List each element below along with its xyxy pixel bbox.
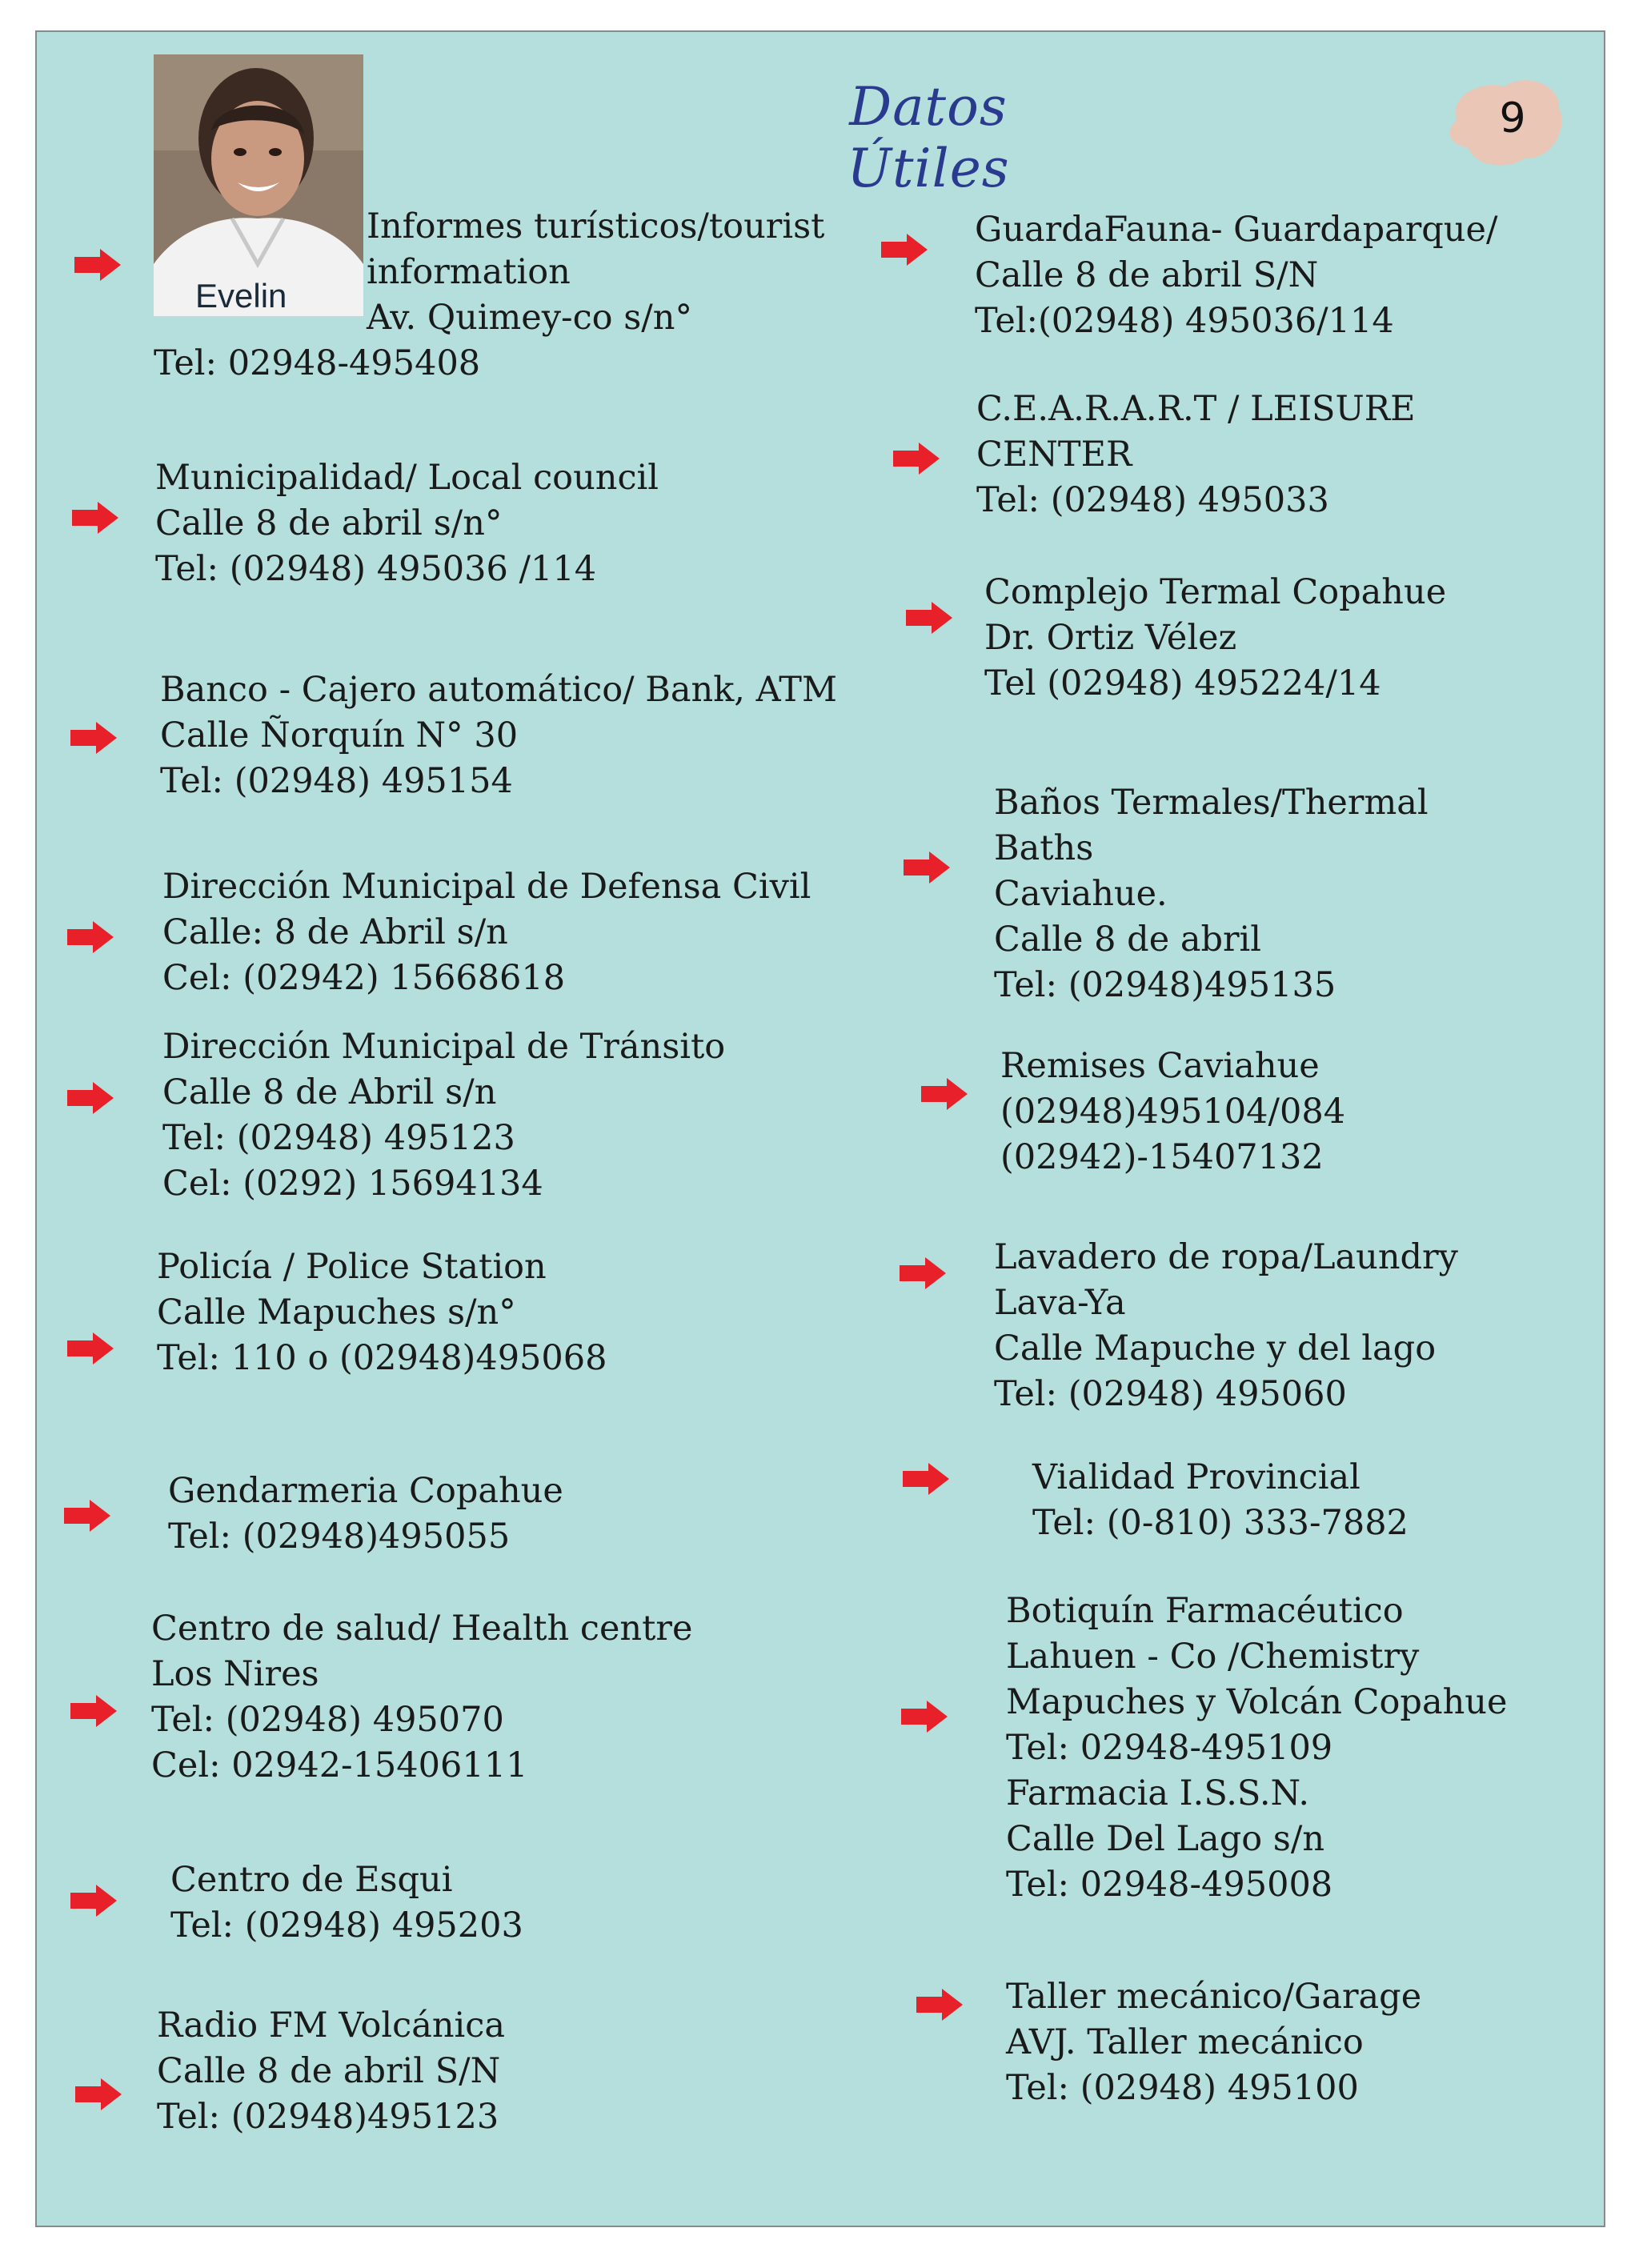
- arrow-right-icon: [893, 443, 940, 475]
- entry-line: Radio FM Volcánica: [157, 2006, 505, 2046]
- entry-line: Los Nires: [151, 1654, 319, 1694]
- entry-line: CENTER: [976, 435, 1132, 475]
- entry-line: Tel: (02948)495135: [994, 965, 1336, 1005]
- entry-line: Calle Mapuches s/n°: [157, 1292, 516, 1332]
- contact-tourist-info: [367, 204, 824, 341]
- entry-line: Cel: 02942-15406111: [151, 1745, 528, 1785]
- arrow-right-icon: [881, 234, 928, 266]
- entry-line: Dr. Ortiz Vélez: [984, 618, 1237, 658]
- entry-line: Tel: 110 o (02948)495068: [157, 1338, 607, 1378]
- arrow-right-icon: [75, 2078, 122, 2110]
- arrow-right-icon: [64, 1500, 110, 1532]
- entry-line: Lahuen - Co /Chemistry: [1006, 1637, 1420, 1677]
- contact-thermal-complex: [984, 570, 1446, 707]
- contact-tourist-info-phone: [154, 341, 480, 387]
- arrow-right-icon: [900, 1257, 946, 1289]
- entry-line: Calle: 8 de Abril s/n: [162, 912, 508, 952]
- entry-line: Tel: 02948-495408: [154, 343, 481, 383]
- entry-line: Calle Ñorquín N° 30: [160, 715, 519, 755]
- arrow-right-icon: [70, 722, 117, 754]
- contact-remises: [1000, 1044, 1345, 1180]
- entry-line: Calle 8 de abril S/N: [975, 255, 1319, 295]
- arrow-right-icon: [904, 852, 950, 884]
- arrow-right-icon: [72, 502, 118, 534]
- contact-radio: [157, 2003, 505, 2140]
- entry-line: Taller mecánico/Garage: [1006, 1977, 1422, 2017]
- entry-line: Av. Quimey-co s/n°: [367, 298, 692, 338]
- arrow-right-icon: [901, 1701, 948, 1733]
- photo-caption: Evelin: [195, 277, 287, 315]
- contact-municipality: [155, 455, 659, 592]
- contact-traffic: [162, 1024, 725, 1207]
- contact-pharmacy: [1006, 1589, 1507, 1908]
- entry-line: Tel: (02948)495123: [157, 2097, 499, 2137]
- entry-line: Tel: (02948) 495123: [162, 1118, 515, 1158]
- contact-thermal-baths: [994, 780, 1429, 1008]
- entry-line: Cel: (0292) 15694134: [162, 1164, 543, 1204]
- page-title: Datos Útiles: [847, 76, 1010, 199]
- contact-civil-defense: [162, 864, 811, 1001]
- contact-road-authority: [1032, 1455, 1409, 1546]
- entry-line: Complejo Termal Copahue: [984, 572, 1447, 612]
- entry-line: Cel: (02942) 15668618: [162, 958, 566, 998]
- contact-police: [157, 1244, 607, 1381]
- entry-line: Policía / Police Station: [157, 1247, 547, 1287]
- contact-wildlife-ranger: [975, 207, 1497, 344]
- contact-bank: [160, 667, 837, 804]
- entry-line: Tel: (02948) 495033: [976, 480, 1329, 520]
- entry-line: Tel: 02948-495109: [1006, 1728, 1333, 1768]
- entry-line: Tel: (02948) 495070: [151, 1700, 504, 1740]
- arrow-right-icon: [70, 1885, 117, 1917]
- entry-line: Gendarmeria Copahue: [168, 1471, 563, 1511]
- entry-line: Tel: (02948)495055: [168, 1517, 511, 1557]
- entry-line: C.E.A.R.A.R.T / LEISURE: [976, 389, 1416, 429]
- contact-photo: [154, 54, 363, 316]
- entry-line: Calle 8 de Abril s/n: [162, 1072, 497, 1112]
- entry-line: Informes turísticos/tourist: [367, 206, 825, 246]
- entry-line: Tel: (02948) 495203: [170, 1905, 523, 1945]
- entry-line: Mapuches y Volcán Copahue: [1006, 1682, 1508, 1722]
- entry-line: Calle Mapuche y del lago: [994, 1328, 1437, 1368]
- contact-gendarmeria: [168, 1469, 563, 1560]
- page-number: 9: [1499, 94, 1526, 142]
- entry-line: Calle 8 de abril S/N: [157, 2051, 501, 2091]
- entry-line: Centro de salud/ Health centre: [151, 1609, 693, 1649]
- entry-line: Tel: (0-810) 333-7882: [1032, 1503, 1409, 1543]
- arrow-right-icon: [67, 1082, 114, 1114]
- entry-line: Dirección Municipal de Defensa Civil: [162, 867, 811, 907]
- entry-line: Banco - Cajero automático/ Bank, ATM: [160, 670, 837, 710]
- arrow-right-icon: [70, 1695, 117, 1727]
- entry-line: (02942)-15407132: [1000, 1137, 1324, 1177]
- entry-line: Baths: [994, 828, 1094, 868]
- entry-line: AVJ. Taller mecánico: [1006, 2022, 1364, 2062]
- entry-line: Dirección Municipal de Tránsito: [162, 1027, 726, 1067]
- entry-line: Tel: (02948) 495100: [1006, 2068, 1359, 2108]
- contact-garage: [1006, 1974, 1421, 2111]
- arrow-right-icon: [906, 602, 952, 634]
- entry-line: information: [367, 252, 571, 292]
- entry-line: Calle Del Lago s/n: [1006, 1819, 1325, 1859]
- entry-line: GuardaFauna- Guardaparque/: [975, 210, 1498, 250]
- entry-line: Botiquín Farmacéutico: [1006, 1591, 1404, 1631]
- contact-ski-centre: [170, 1857, 523, 1949]
- entry-line: Lava-Ya: [994, 1283, 1126, 1323]
- contact-health-centre: [151, 1606, 692, 1789]
- arrow-right-icon: [921, 1078, 968, 1110]
- entry-line: Calle 8 de abril s/n°: [155, 503, 503, 543]
- arrow-right-icon: [903, 1463, 949, 1495]
- entry-line: Remises Caviahue: [1000, 1046, 1320, 1086]
- entry-line: Tel: (02948) 495060: [994, 1374, 1347, 1414]
- contact-laundry: [994, 1235, 1458, 1417]
- entry-line: Tel: (02948) 495154: [160, 761, 513, 801]
- entry-line: Vialidad Provincial: [1032, 1457, 1360, 1497]
- arrow-right-icon: [67, 921, 114, 953]
- entry-line: Baños Termales/Thermal: [994, 783, 1429, 823]
- arrow-right-icon: [916, 1989, 963, 2021]
- contact-leisure-center: [976, 387, 1416, 523]
- entry-line: Tel:(02948) 495036/114: [975, 301, 1394, 341]
- entry-line: Calle 8 de abril: [994, 920, 1262, 960]
- arrow-right-icon: [74, 249, 121, 281]
- entry-line: Tel (02948) 495224/14: [984, 663, 1381, 703]
- entry-line: Municipalidad/ Local council: [155, 458, 659, 498]
- entry-line: Lavadero de ropa/Laundry: [994, 1237, 1458, 1277]
- entry-line: Tel: (02948) 495036 /114: [155, 549, 597, 589]
- entry-line: Farmacia I.S.S.N.: [1006, 1773, 1310, 1813]
- entry-line: (02948)495104/084: [1000, 1092, 1346, 1132]
- entry-line: Caviahue.: [994, 874, 1168, 914]
- entry-line: Centro de Esqui: [170, 1860, 453, 1900]
- entry-line: Tel: 02948-495008: [1006, 1865, 1333, 1905]
- arrow-right-icon: [67, 1332, 114, 1364]
